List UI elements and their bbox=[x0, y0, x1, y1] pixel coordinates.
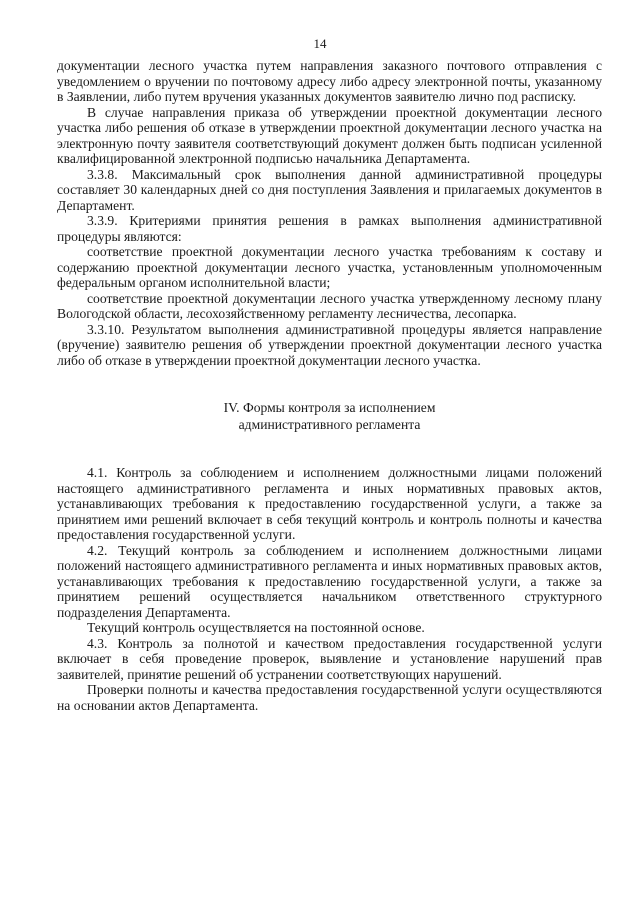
paragraph-3-3-8: 3.3.8. Максимальный срок выполнения данной административной процедуры составляет 30 календарных дней со дня поступления Заявления и прилагаемых документов в Департамент. bbox=[57, 166, 602, 213]
paragraph-criterion-2: соответствие проектной документации лесного участка утвержденному лесному плану Вологодской области, лесохозяйственному регламенту лесничества, лесопарка. bbox=[57, 290, 602, 321]
paragraph-4-2: 4.2. Текущий контроль за соблюдением и исполнением должностными лицами положений настоящего административного регламента и иных нормативных правовых актов, устанавливающих требования к предоставлению государственной услуги, а также за принятием решений осуществляется начальником ответственного структурного подразделения Департамента. bbox=[57, 542, 602, 620]
paragraph-4-1: 4.1. Контроль за соблюдением и исполнением должностными лицами положений настоящего административного регламента и иных нормативных правовых актов, устанавливающих требования к предоставлению государственной услуги, а также за принятием ими решений включает в себя текущий контроль и контроль полноты и качества предоставления государственной услуги. bbox=[57, 465, 602, 542]
paragraph-continuation: документации лесного участка путем направления заказного почтового отправления с уведомлением о вручении по почтовому адресу либо адресу электронной почты, указанному в Заявлении, либо путем вручения указанных документов заявителю лично под расписку. bbox=[57, 58, 602, 104]
page-number: 14 bbox=[313, 36, 327, 51]
paragraph-email-delivery: В случае направления приказа об утверждении проектной документации лесного участка либо решения об отказе в утверждении проектной документации лесного участка на электронную почту заявителя соответствующий документ должен быть подписан усиленной квалифицированной электронной подписью начальника Департамента. bbox=[57, 104, 602, 166]
paragraph-checks: Проверки полноты и качества предоставления государственной услуги осуществляются на основании актов Департамента. bbox=[57, 682, 602, 713]
paragraph-current-control: Текущий контроль осуществляется на постоянной основе. bbox=[87, 620, 425, 635]
paragraph-4-3: 4.3. Контроль за полнотой и качеством предоставления государственной услуги включает в себя проведение проверок, выявление и установление нарушений прав заявителей, принятие решений об устранении соответствующих нарушений. bbox=[57, 635, 602, 682]
section-heading-line-1: IV. Формы контроля за исполнением bbox=[223, 400, 436, 415]
paragraph-criterion-1: соответствие проектной документации лесного участка требованиям к составу и содержанию проектной документации лесного участка, установленным уполномоченным федеральным органом исполнительной власти; bbox=[57, 244, 602, 290]
paragraph-3-3-9: 3.3.9. Критериями принятия решения в рамках выполнения административной процедуры являются: bbox=[57, 213, 602, 244]
section-heading-line-2: административного регламента bbox=[238, 417, 421, 432]
section-heading bbox=[57, 399, 602, 433]
document-body bbox=[57, 58, 602, 713]
paragraph-3-3-10: 3.3.10. Результатом выполнения административной процедуры является направление (вручение) заявителю решения об утверждении проектной документации лесного участка либо об отказе в утверждении проектной документации лесного участка. bbox=[57, 321, 602, 368]
